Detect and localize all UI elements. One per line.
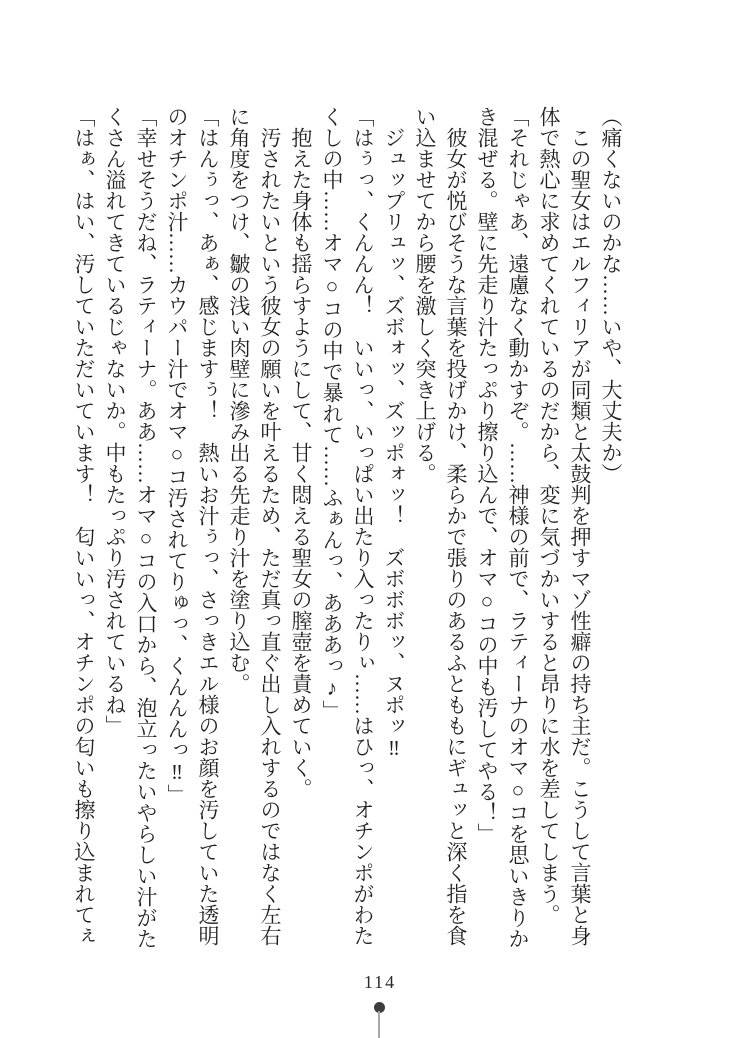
text-body (68, 106, 626, 950)
text-line-6: 彼女が悦びそうな言葉を投げかけ、柔らかで張りのあるふとももにギュッと深く指を食 (444, 106, 468, 946)
text-line-14: 「はんぅっ、あぁ、感じますぅ！ 熱いお汁ぅっ、さっきエル様のお顔を汚していた透明 (196, 106, 220, 946)
text-line-4: 「それじゃあ、遠慮なく動かすぞ。……神様の前で、ラティーナのオマ○コを思いきりか (506, 106, 530, 949)
text-line-13: に角度をつけ、皺の浅い肉壁に滲み出る先走り汁を塗り込む。 (227, 106, 251, 694)
text-line-18: 「はぁ、はい、汚していただいています！ 匂いいっ、オチンポの匂いも擦り込まれてぇ (72, 106, 96, 946)
text-line-9: 「はぅっ、くんんん！ いいっ、いっぱい出たり入ったりぃ……はひっ、オチンポがわた (351, 106, 375, 946)
text-line-5: き混ぜる。壁に先走り汁たっぷり擦り込んで、オマ○コの中も汚してやる！」 (475, 106, 499, 844)
binding-line (378, 1011, 380, 1038)
page-number: 114 (363, 972, 397, 992)
text-line-10: くしの中……オマ○コの中で暴れて……ふぁんっ、あああっ♪」 (320, 106, 344, 721)
text-line-3: 体で熱心に求めてくれているのだから、変に気づかいすると昂りに水を差してしまう。 (537, 106, 561, 925)
text-line-2: この聖女はエルフィリアが同類と太鼓判を押すマゾ性癖の持ち主だ。こうして言葉と身 (568, 106, 592, 946)
text-line-15: のオチンポ汁……カウパー汁でオマ○コ汚されてりゅっ、くんんんっ‼」 (165, 106, 189, 805)
text-line-16: 「幸せそうだね、ラティーナ。ああ……オマ○コの入口から、泡立ったいやらしい汁がた (134, 106, 158, 949)
text-line-7: い込ませてから腰を激しく突き上げる。 (413, 106, 437, 484)
text-line-11: 抱えた身体も揺らすようにして、甘く悶える聖女の膣壺を責めていく。 (289, 106, 313, 799)
text-line-1: （痛くないのかな……いや、大丈夫か） (599, 106, 623, 484)
text-line-8: ジュップリュッ、ズボォッ、ズッポォッ！ ズボボボッ、ヌポッ‼ (382, 106, 406, 760)
text-line-17: くさん溢れてきているじゃないか。中もたっぷり汚されているね」 (103, 106, 127, 736)
text-line-12: 汚されたいという彼女の願いを叶えるため、ただ真っ直ぐ出し入れするのではなく左右 (258, 106, 282, 946)
